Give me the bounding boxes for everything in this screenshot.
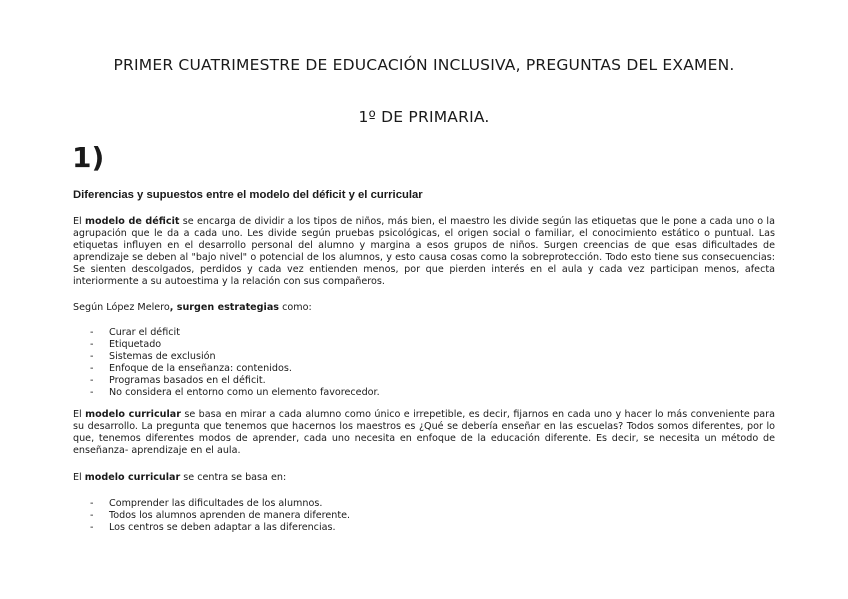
- paragraph-text: El: [73, 472, 85, 483]
- list-item-text: Los centros se deben adaptar a las diferencias.: [109, 521, 336, 533]
- curricular-focus-list: [90, 498, 350, 534]
- paragraph-curricular-focus: [73, 472, 775, 484]
- list-dash: -: [90, 374, 94, 386]
- list-dash: -: [90, 498, 94, 509]
- list-item-text: Programas basados en el déficit.: [109, 374, 266, 386]
- paragraph-curricular-model: [73, 409, 775, 457]
- paragraph-text: El: [73, 216, 86, 227]
- list-item-text: Comprender las dificultades de los alumnos.: [109, 498, 323, 509]
- list-dash: -: [90, 338, 94, 350]
- section-subheading: Diferencias y supuestos entre el modelo del déficit y el curricular: [73, 189, 423, 201]
- list-dash: -: [90, 386, 94, 398]
- list-item-text: No considera el entorno como un elemento favorecedor.: [109, 386, 380, 398]
- list-dash: -: [90, 362, 94, 374]
- list-item-text: Curar el déficit: [109, 327, 180, 338]
- paragraph-deficit-model: [73, 216, 775, 287]
- list-dash: -: [90, 327, 94, 338]
- list-item: [90, 351, 380, 363]
- paragraph-text: como:: [279, 302, 312, 313]
- paragraph-text: El: [73, 409, 86, 420]
- list-item: [90, 327, 380, 339]
- paragraph-text: se basa en mirar a cada alumno como único e irrepetible, es decir, fijarnos en cada uno y hacer lo más conveniente para su desarrollo. La pregunta que tenemos que hacernos los maestros es ¿Qué se debería enseñar en las escuelas? Todos somos diferentes, por lo que, tenemos diferentes modos de aprender, cada uno necesita en enfoque de la educación diferente. Es decir, se necesita un método de enseñanza- aprendizaje en el aula.: [73, 409, 775, 456]
- document-subtitle: 1º DE PRIMARIA.: [358, 108, 490, 126]
- list-item: [90, 375, 380, 387]
- paragraph-text: se encarga de dividir a los tipos de niños, más bien, el maestro les divide según las etiquetas que le pone a cada uno o la agrupación que le da a cada uno. Les divide según pruebas psicológicas, el origen social o familiar, el conocimiento estático o puntual. Las etiquetas influyen en el desarrollo personal del alumno y margina a esos grupos de niños. Surgen creencias de que esas dificultades de aprendizaje se deben al "bajo nivel" o potencial de los alumnos, y esto causa cosas como la sobreprotección. Todo esto tiene sus consecuencias: Se sienten descolgados, perdidos y cada vez entienden menos, por que pierden interés en el aula y cada vez participan menos, afecta interiormente a su autoestima y la relación con sus compañeros.: [73, 216, 775, 287]
- bold-term: modelo de déficit: [85, 216, 180, 227]
- paragraph-text: Según López Melero: [73, 302, 170, 313]
- paragraph-text: se centra se basa en:: [180, 472, 287, 483]
- bold-term: modelo curricular: [85, 409, 181, 420]
- list-item-text: Etiquetado: [109, 338, 162, 350]
- bold-term: , surgen estrategias: [169, 302, 280, 313]
- list-item: [90, 387, 380, 399]
- list-item-text: Todos los alumnos aprenden de manera diferente.: [109, 509, 351, 521]
- list-item: [90, 363, 380, 375]
- list-item-text: Sistemas de exclusión: [109, 350, 216, 362]
- list-item-text: Enfoque de la enseñanza: contenidos.: [109, 362, 292, 374]
- deficit-strategies-list: [90, 327, 380, 398]
- paragraph-strategies-intro: [73, 302, 775, 314]
- list-dash: -: [90, 521, 94, 533]
- list-dash: -: [90, 350, 94, 362]
- bold-term: modelo curricular: [84, 472, 181, 483]
- document-title: PRIMER CUATRIMESTRE DE EDUCACIÓN INCLUSIVA, PREGUNTAS DEL EXAMEN.: [113, 56, 735, 74]
- section-number: 1): [72, 141, 105, 174]
- list-item: [90, 522, 350, 534]
- list-item: [90, 510, 350, 522]
- list-item: [90, 498, 350, 510]
- list-dash: -: [90, 509, 94, 521]
- list-item: [90, 339, 380, 351]
